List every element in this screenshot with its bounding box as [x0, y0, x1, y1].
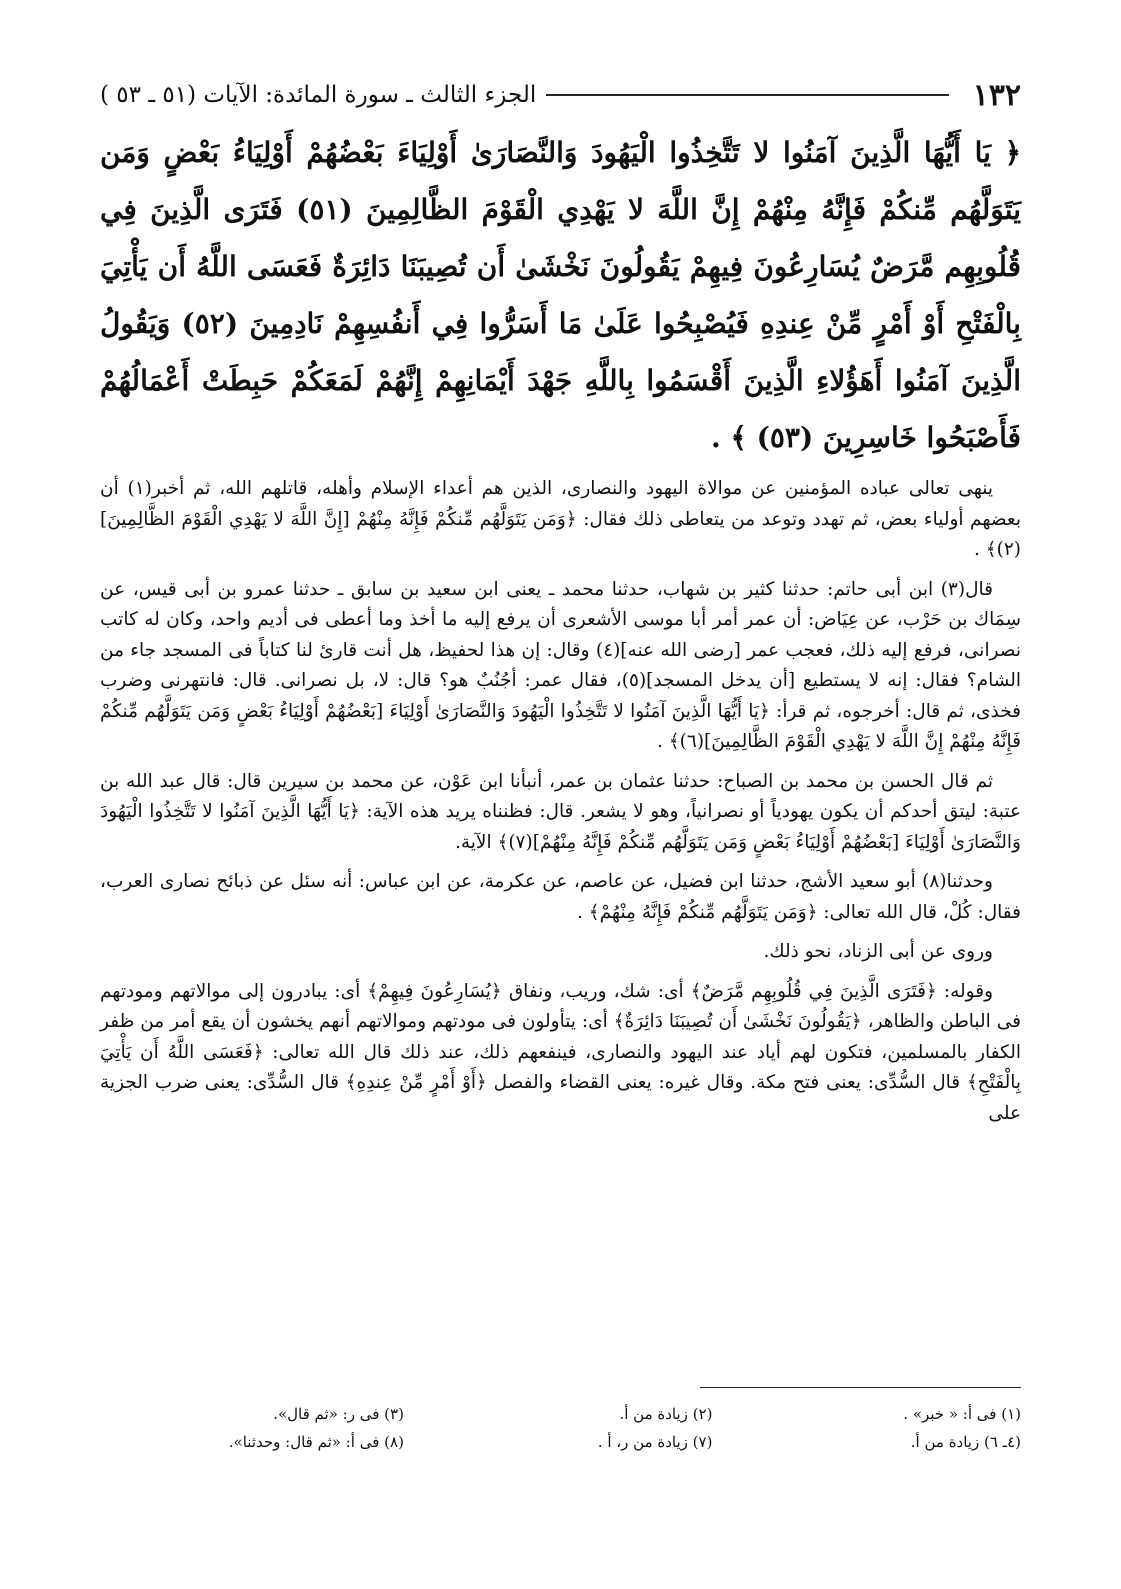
footnote-rule — [700, 1387, 1021, 1388]
footnote: (٧) زيادة من ر، أ . — [597, 1433, 713, 1451]
paragraph: وقوله: ﴿فَتَرَى الَّذِينَ فِي قُلُوبِهِم مَّرَضٌ﴾ أى: شك، وريب، ونفاق ﴿يُسَارِعُونَ فِيهِمْ﴾ أى: يبادرون إلى موالاتهم ومودتهم فى الباطن والظاهر، ﴿يَقُولُونَ نَخْشَىٰ أَن تُصِيبَنَا دَائِرَةٌ﴾ أى: يتأولون فى مودتهم وموالاتهم أنهم يخشون أن يقع أمر من ظفر الكفار بالمسلمين، فتكون لهم أياد عند اليهود والنصارى، فينفعهم ذلك، عند ذلك قال الله تعالى: ﴿فَعَسَى اللَّهُ أَن يَأْتِيَ بِالْفَتْحِ﴾ قال السُّدِّى: يعنى فتح مكة. وقال غيره: يعنى القضاء والفصل ﴿أَوْ أَمْرٍ مِّنْ عِندِهِ﴾ قال السُّدِّى: يعنى ضرب الجزية على — [100, 980, 1021, 1124]
page-header — [100, 70, 1021, 120]
commentary-body — [100, 474, 1021, 1138]
footnote: (٢) زيادة من أ. — [619, 1405, 713, 1423]
quran-verses: ﴿ يَا أَيُّهَا الَّذِينَ آمَنُوا لا تَتَّخِذُوا الْيَهُودَ وَالنَّصَارَىٰ أَوْلِيَاءَ بَعْضُهُمْ أَوْلِيَاءُ بَعْضٍ وَمَن يَتَوَلَّهُم مِّنكُمْ فَإِنَّهُ مِنْهُمْ إِنَّ اللَّهَ لا يَهْدِي الْقَوْمَ الظَّالِمِينَ (٥١) فَتَرَى الَّذِينَ فِي قُلُوبِهِم مَّرَضٌ يُسَارِعُونَ فِيهِمْ يَقُولُونَ نَخْشَىٰ أَن تُصِيبَنَا دَائِرَةٌ فَعَسَى اللَّهُ أَن يَأْتِيَ بِالْفَتْحِ أَوْ أَمْرٍ مِّنْ عِندِهِ فَيُصْبِحُوا عَلَىٰ مَا أَسَرُّوا فِي أَنفُسِهِمْ نَادِمِينَ (٥٢) وَيَقُولُ الَّذِينَ آمَنُوا أَهَؤُلاءِ الَّذِينَ أَقْسَمُوا بِاللَّهِ جَهْدَ أَيْمَانِهِمْ إِنَّهُمْ لَمَعَكُمْ حَبِطَتْ أَعْمَالُهُمْ فَأَصْبَحُوا خَاسِرِينَ (٥٣) ﴾ . — [100, 136, 1022, 454]
running-title: الجزء الثالث ـ سورة المائدة: الآيات (٥١ ـ ٥٣ ) — [100, 82, 537, 108]
paragraph: ينهى تعالى عباده المؤمنين عن موالاة اليهود والنصارى، الذين هم أعداء الإسلام وأهله، قاتلهم الله، ثم أخبر(١) أن بعضهم أولياء بعض، ثم تهدد وتوعد من يتعاطى ذلك فقال: ﴿وَمَن يَتَوَلَّهُم مِّنكُمْ فَإِنَّهُ مِنْهُمْ [إِنَّ اللَّهَ لا يَهْدِي الْقَوْمَ الظَّالِمِينَ](٢)﴾ . — [100, 478, 1021, 560]
footnotes — [100, 1400, 1021, 1456]
footnote: (٨) فى أ: «ثم قال: وحدثنا». — [228, 1433, 404, 1451]
header-rule — [546, 94, 948, 96]
paragraph: قال(٣) ابن أبى حاتم: حدثنا كثير بن شهاب، حدثنا محمد ـ يعنى ابن سعيد بن سابق ـ حدثنا عمرو بن أبى قيس، عن سِمَاك بن حَرْب، عن عِيَاض: أن عمر أمر أبا موسى الأشعرى أن يرفع إليه ما أخذ وما أعطى فى أديم واحد، وكان له كاتب نصرانى، فرفع إليه ذلك، فعجب عمر [رضى الله عنه](٤) وقال: إن هذا لحفيظ، هل أنت قارئ لنا كتاباً فى المسجد جاء من الشام؟ فقال: إنه لا يستطيع [أن يدخل المسجد](٥)، فقال عمر: أجُنُبٌ هو؟ قال: لا، بل نصرانى. قال: فانتهرنى وضرب فخذى، ثم قال: أخرجوه، ثم قرأ: ﴿يَا أَيُّهَا الَّذِينَ آمَنُوا لا تَتَّخِذُوا الْيَهُودَ وَالنَّصَارَىٰ أَوْلِيَاءَ [بَعْضُهُمْ أَوْلِيَاءُ بَعْضٍ وَمَن يَتَوَلَّهُم مِّنكُمْ فَإِنَّهُ مِنْهُمْ إِنَّ اللَّهَ لا يَهْدِي الْقَوْمَ الظَّالِمِينَ](٦)﴾ . — [100, 578, 1022, 752]
paragraph: ثم قال الحسن بن محمد بن الصباح: حدثنا عثمان بن عمر، أنبأنا ابن عَوْن، عن محمد بن سيرين قال: قال عبد الله بن عتبة: ليتق أحدكم أن يكون يهودياً أو نصرانياً، وهو لا يشعر. قال: فظنناه يريد هذه الآية: ﴿يَا أَيُّهَا الَّذِينَ آمَنُوا لا تَتَّخِذُوا الْيَهُودَ وَالنَّصَارَىٰ أَوْلِيَاءَ [بَعْضُهُمْ أَوْلِيَاءُ بَعْضٍ وَمَن يَتَوَلَّهُم مِّنكُمْ فَإِنَّهُ مِنْهُمْ](٧)﴾ الآية. — [100, 770, 1021, 853]
page-number: ١٣٢ — [972, 77, 1021, 113]
footnote-row — [100, 1400, 1021, 1428]
paragraph: وحدثنا(٨) أبو سعيد الأشج، حدثنا ابن فضيل، عن عاصم، عن عكرمة، عن ابن عباس: أنه سئل عن ذبائح نصارى العرب، فقال: كُلْ، قال الله تعالى: ﴿وَمَن يَتَوَلَّهُم مِّنكُمْ فَإِنَّهُ مِنْهُمْ﴾ . — [100, 871, 1021, 923]
footnote: (٣) فى ر: «ثم قال». — [273, 1405, 404, 1423]
paragraph: وروى عن أبى الزناد، نحو ذلك. — [763, 941, 993, 962]
footnote: (٤ـ ٦) زيادة من أ. — [910, 1433, 1021, 1451]
footnote-row — [100, 1428, 1021, 1456]
footnote: (١) فى أ: « خبر» . — [903, 1405, 1021, 1423]
